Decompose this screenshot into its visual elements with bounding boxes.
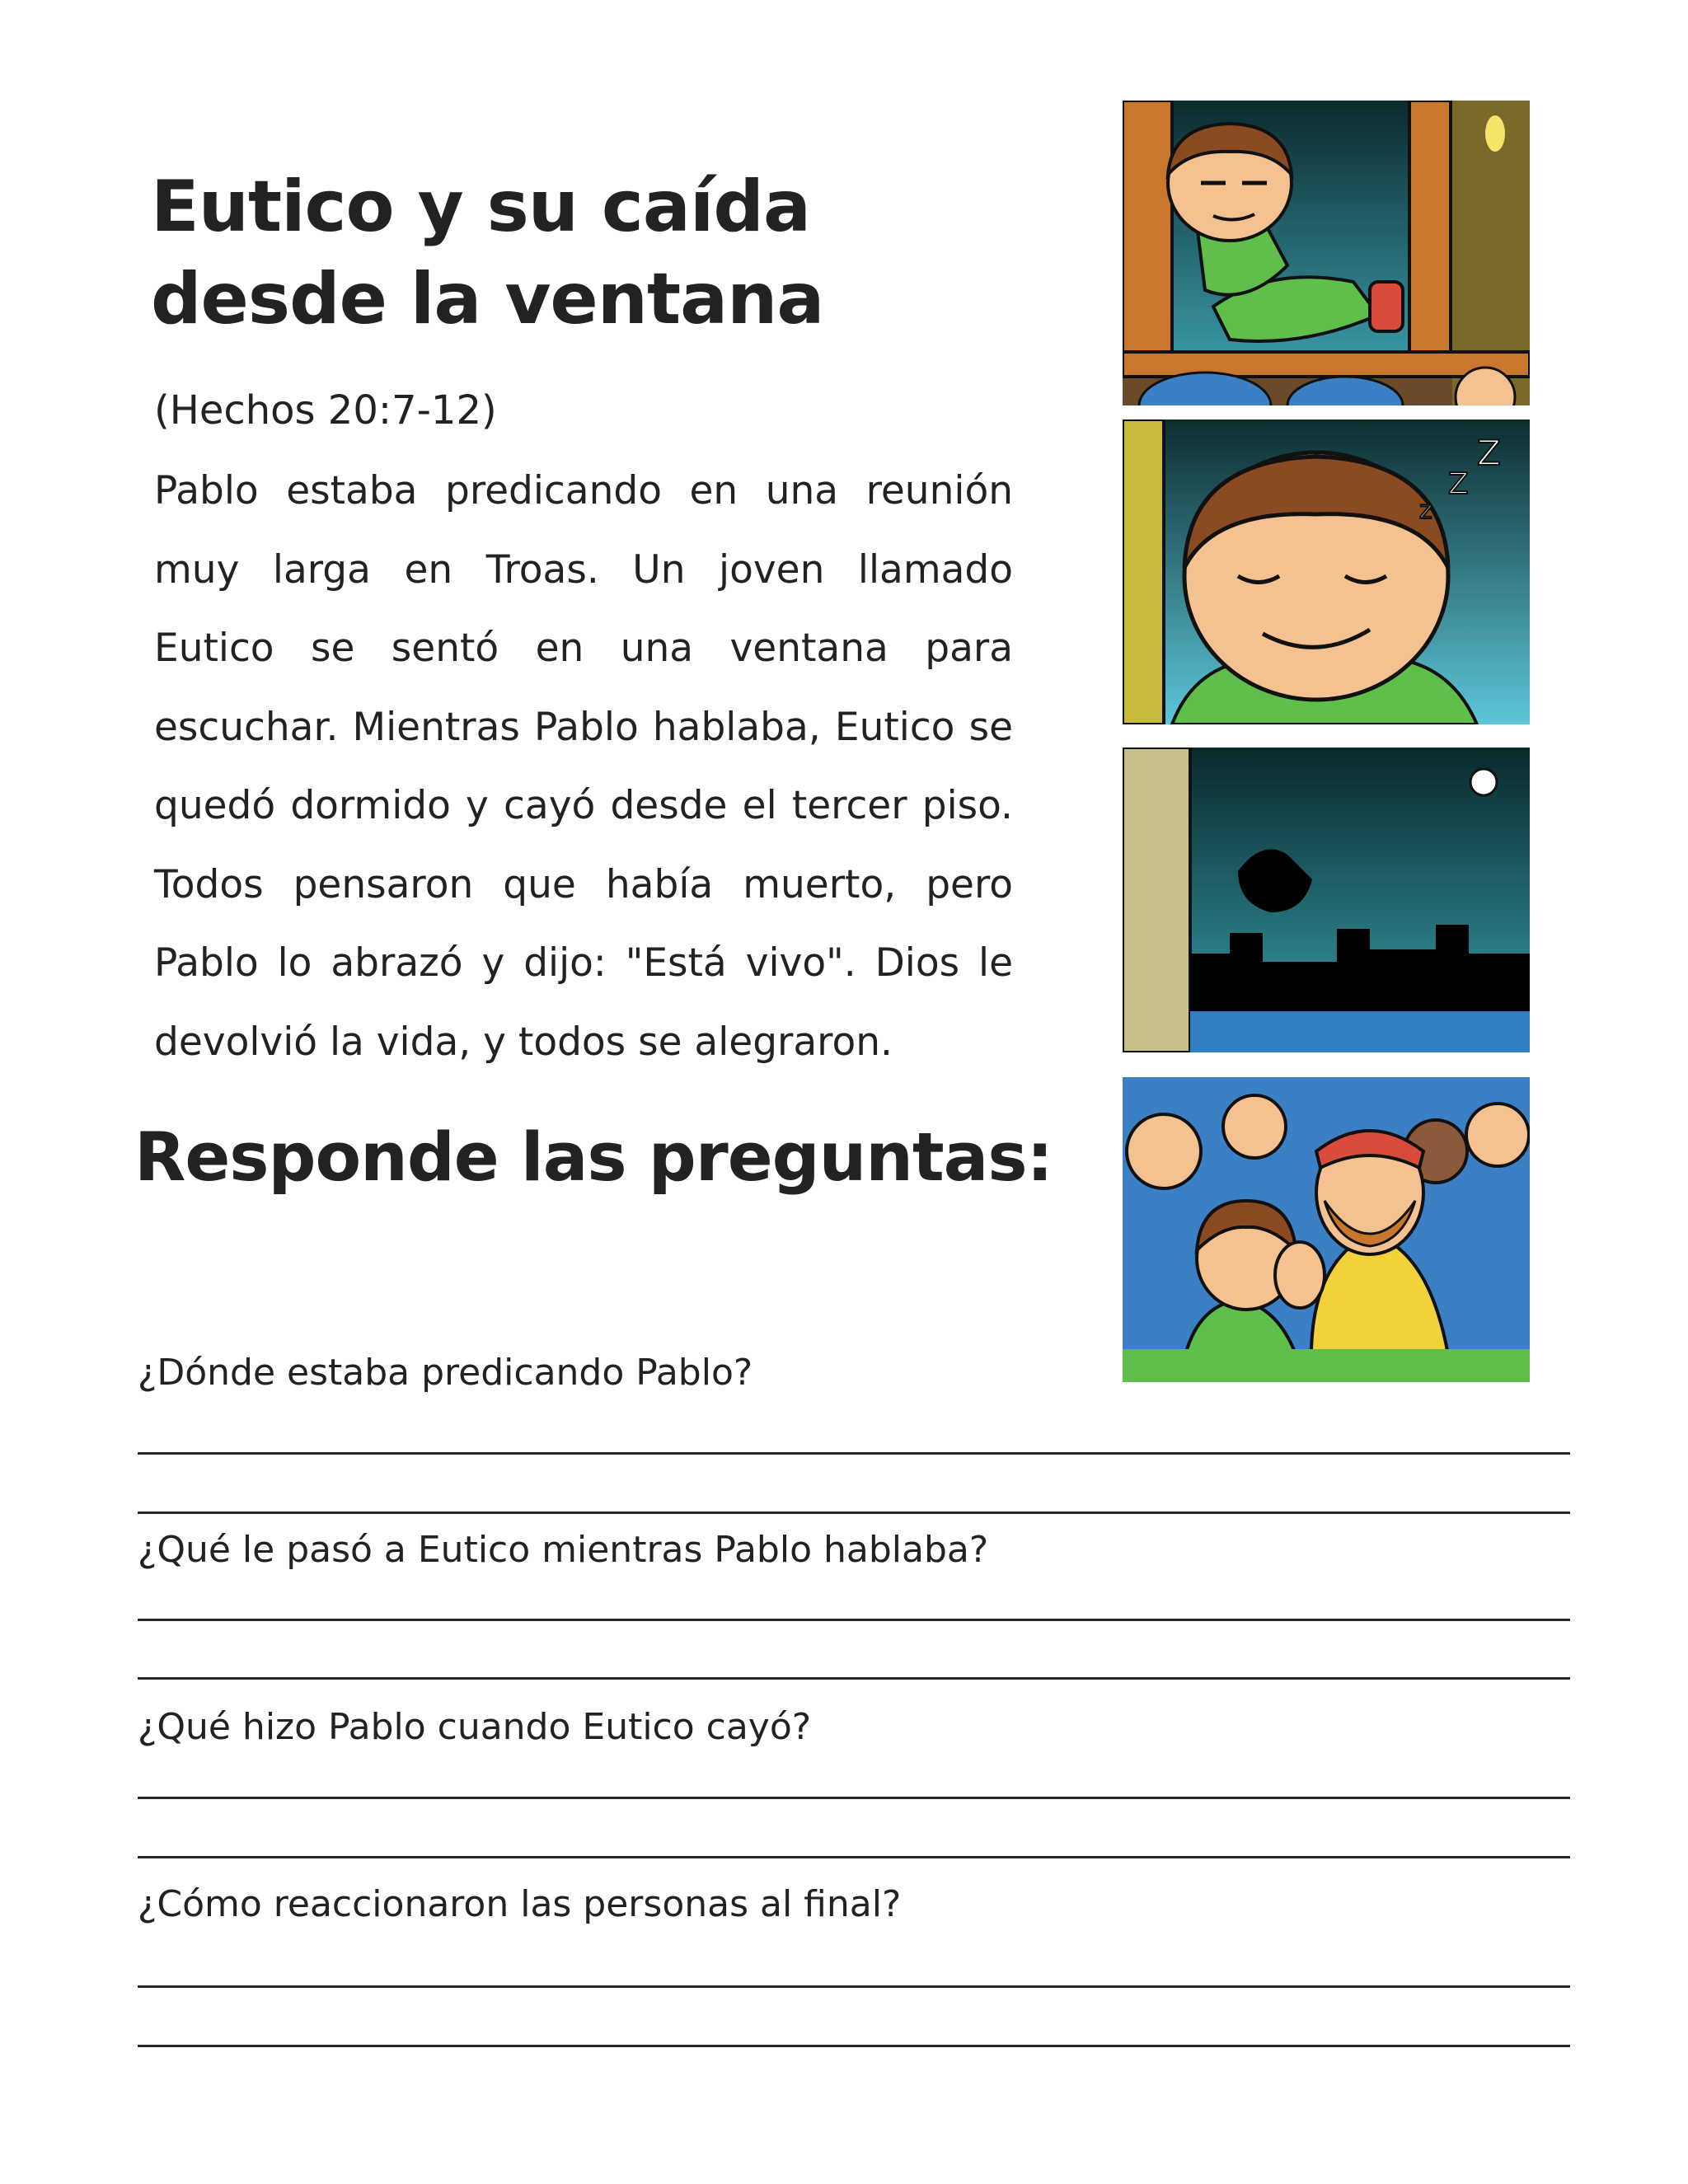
paul-hugging-boy-drawing: [1123, 1077, 1530, 1382]
title-line-1: Eutico y su caída: [151, 166, 810, 248]
boy-in-window-drawing: [1123, 101, 1530, 405]
answer-line[interactable]: [138, 1985, 1570, 1988]
boy-falling-illustration: [1123, 748, 1530, 1052]
boy-falling-drawing: [1123, 748, 1530, 1052]
story-paragraph: Pablo estaba predicando en una reunión muy larga en Troas. Un joven llamado Eutico se sentó en una ventana para escuchar. Mientras Pablo hablaba, Eutico se quedó dormido y cayó desde el tercer piso. Todos pensaron que había muerto, pero Pablo lo abrazó y dijo: "Está vivo". Dios le devolvió la vida, y todos se alegraron.: [154, 468, 1013, 1065]
boy-sleeping-drawing: [1123, 419, 1530, 724]
answer-line[interactable]: [138, 1619, 1570, 1621]
bible-reference: (Hechos 20:7-12): [154, 387, 497, 434]
answer-line[interactable]: [138, 1797, 1570, 1799]
answer-line[interactable]: [138, 2045, 1570, 2047]
boy-sleeping-illustration: [1123, 419, 1530, 724]
worksheet-title: [151, 161, 893, 345]
svg-text:z: z: [1419, 496, 1432, 525]
answer-line[interactable]: [138, 1856, 1570, 1858]
answer-line[interactable]: [138, 1677, 1570, 1680]
svg-text:Z: Z: [1477, 433, 1501, 473]
answer-line[interactable]: [138, 1452, 1570, 1455]
boy-in-window-illustration: [1123, 101, 1530, 405]
question-2: ¿Qué le pasó a Eutico mientras Pablo hablaba?: [138, 1529, 989, 1571]
questions-heading: Responde las preguntas:: [134, 1119, 1053, 1197]
question-1: ¿Dónde estaba predicando Pablo?: [138, 1352, 753, 1394]
question-3: ¿Qué hizo Pablo cuando Eutico cayó?: [138, 1706, 812, 1748]
paul-hugging-boy-illustration: [1123, 1077, 1530, 1382]
answer-line[interactable]: [138, 1511, 1570, 1514]
svg-text:Z: Z: [1448, 467, 1469, 501]
title-line-2: desde la ventana: [151, 258, 824, 340]
question-4: ¿Cómo reaccionaron las personas al final?: [138, 1883, 902, 1925]
